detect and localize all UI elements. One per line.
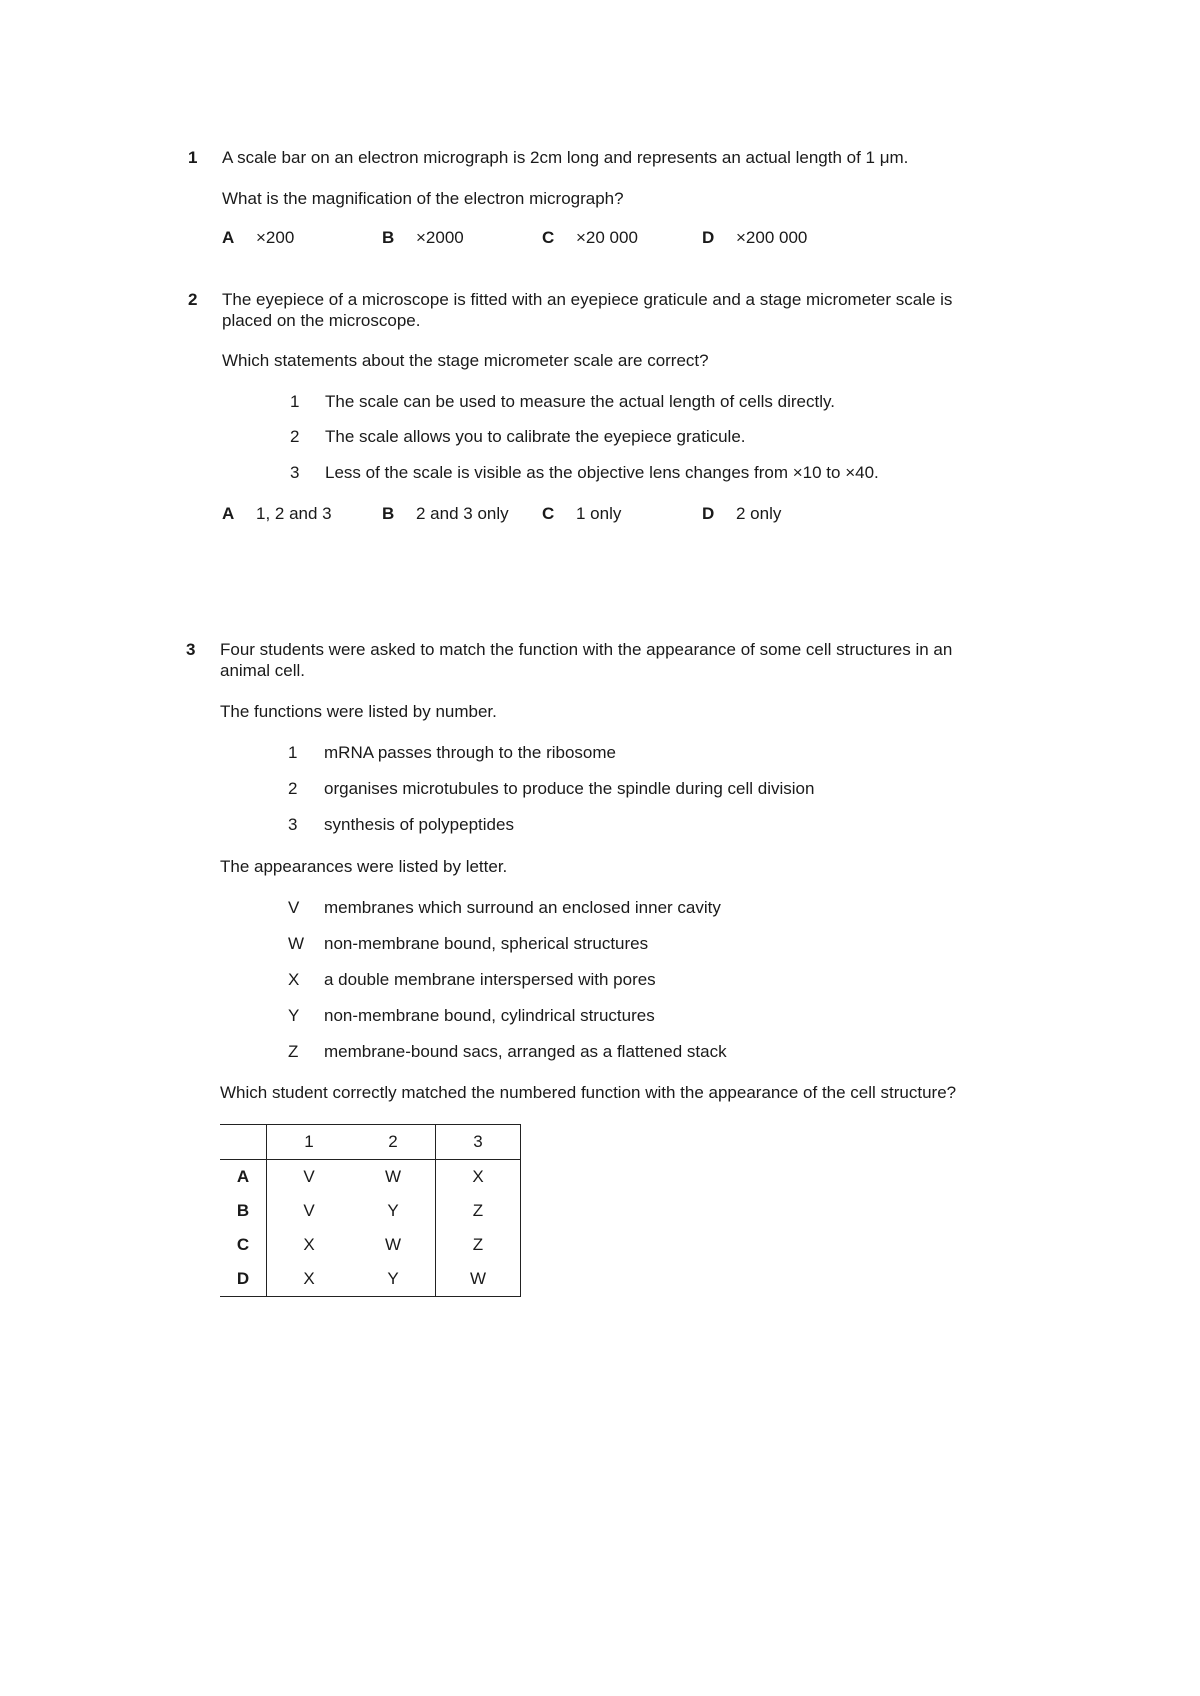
table-cell: X — [436, 1160, 521, 1195]
q2-option-a-letter: A — [222, 504, 235, 523]
question-2-stem-line-2: placed on the microscope. — [222, 311, 421, 330]
q1-option-c-text: ×20 000 — [576, 228, 638, 247]
q2-statement-2-number: 2 — [290, 427, 300, 446]
q2-option-c-letter: C — [542, 504, 555, 523]
table-row — [220, 1228, 521, 1262]
question-2-stem-line-1: The eyepiece of a microscope is fitted with an eyepiece graticule and a stage micrometer scale is — [222, 290, 953, 309]
table-row-label: C — [220, 1228, 267, 1262]
question-3-stem-line-1: Four students were asked to match the function with the appearance of some cell structures in an — [220, 640, 953, 659]
q2-option-b-letter: B — [382, 504, 395, 523]
question-3-functions-intro: The functions were listed by number. — [220, 702, 497, 721]
table-cell: Y — [351, 1262, 436, 1297]
q3-appearance-x-text: a double membrane interspersed with pores — [324, 970, 656, 989]
question-3-prompt: Which student correctly matched the numbered function with the appearance of the cell structure? — [220, 1083, 957, 1102]
answer-table — [220, 1124, 521, 1297]
q2-option-a-text: 1, 2 and 3 — [256, 504, 332, 523]
question-3-stem-line-2: animal cell. — [220, 661, 306, 680]
q2-statement-3-text: Less of the scale is visible as the objective lens changes from ×10 to ×40. — [325, 463, 879, 482]
table-cell: V — [303, 1201, 315, 1220]
q2-option-d-letter: D — [702, 504, 715, 523]
q3-appearance-w-text: non-membrane bound, spherical structures — [324, 934, 649, 953]
q3-function-3-number: 3 — [288, 815, 298, 834]
q2-option-d-text: 2 only — [736, 504, 782, 523]
q3-appearance-w-letter: W — [288, 934, 305, 953]
q1-option-a-text: ×200 — [256, 228, 295, 247]
question-3-number: 3 — [186, 640, 196, 659]
table-header-function-1: 1 — [304, 1132, 314, 1151]
table-row-label: B — [220, 1194, 267, 1228]
table-row-label: A — [220, 1160, 267, 1195]
q2-statement-1-number: 1 — [290, 392, 300, 411]
q3-function-3-text: synthesis of polypeptides — [324, 815, 514, 834]
question-1-stem: A scale bar on an electron micrograph is 2cm long and represents an actual length of 1 μm. — [222, 148, 909, 167]
question-2-prompt: Which statements about the stage micrometer scale are correct? — [222, 351, 709, 370]
table-header-function-2: 2 — [351, 1125, 436, 1160]
q1-option-d-text: ×200 000 — [736, 228, 808, 247]
table-header-function-3: 3 — [436, 1125, 521, 1160]
q2-statement-3-number: 3 — [290, 463, 300, 482]
question-1-prompt: What is the magnification of the electron micrograph? — [222, 189, 624, 208]
q2-statement-1-text: The scale can be used to measure the actual length of cells directly. — [325, 392, 835, 411]
q3-appearance-y-letter: Y — [288, 1006, 300, 1025]
table-row — [220, 1194, 521, 1228]
q1-option-b-text: ×2000 — [416, 228, 464, 247]
q3-appearance-v-letter: V — [288, 898, 300, 917]
q3-appearance-x-letter: X — [288, 970, 300, 989]
table-cell: V — [303, 1167, 315, 1186]
table-cell: Y — [351, 1194, 436, 1228]
table-cell: Z — [436, 1228, 521, 1262]
table-cell: X — [303, 1235, 315, 1254]
table-header-corner — [220, 1125, 267, 1160]
q1-option-b-letter: B — [382, 228, 395, 247]
question-1-number: 1 — [188, 148, 198, 167]
table-row — [220, 1160, 521, 1195]
table-header-row — [220, 1125, 521, 1160]
q2-option-c-text: 1 only — [576, 504, 622, 523]
q3-function-2-text: organises microtubules to produce the spindle during cell division — [324, 779, 815, 798]
table-cell: Z — [436, 1194, 521, 1228]
question-3-appearances-intro: The appearances were listed by letter. — [220, 857, 508, 876]
question-2-number: 2 — [188, 290, 198, 309]
q2-statement-2-text: The scale allows you to calibrate the eyepiece graticule. — [325, 427, 746, 446]
q1-option-a-letter: A — [222, 228, 235, 247]
q1-option-d-letter: D — [702, 228, 715, 247]
table-row-label: D — [220, 1262, 267, 1297]
q3-function-1-number: 1 — [288, 743, 298, 762]
q3-appearance-y-text: non-membrane bound, cylindrical structures — [324, 1006, 655, 1025]
table-cell: W — [351, 1160, 436, 1195]
q3-appearance-z-letter: Z — [288, 1042, 299, 1061]
table-cell: X — [303, 1269, 315, 1288]
q3-function-2-number: 2 — [288, 779, 298, 798]
table-row — [220, 1262, 521, 1297]
q1-option-c-letter: C — [542, 228, 555, 247]
q3-function-1-text: mRNA passes through to the ribosome — [324, 743, 616, 762]
q3-appearance-v-text: membranes which surround an enclosed inner cavity — [324, 898, 721, 917]
table-cell: W — [351, 1228, 436, 1262]
table-cell: W — [436, 1262, 521, 1297]
q2-option-b-text: 2 and 3 only — [416, 504, 509, 523]
q3-appearance-z-text: membrane-bound sacs, arranged as a flattened stack — [324, 1042, 727, 1061]
